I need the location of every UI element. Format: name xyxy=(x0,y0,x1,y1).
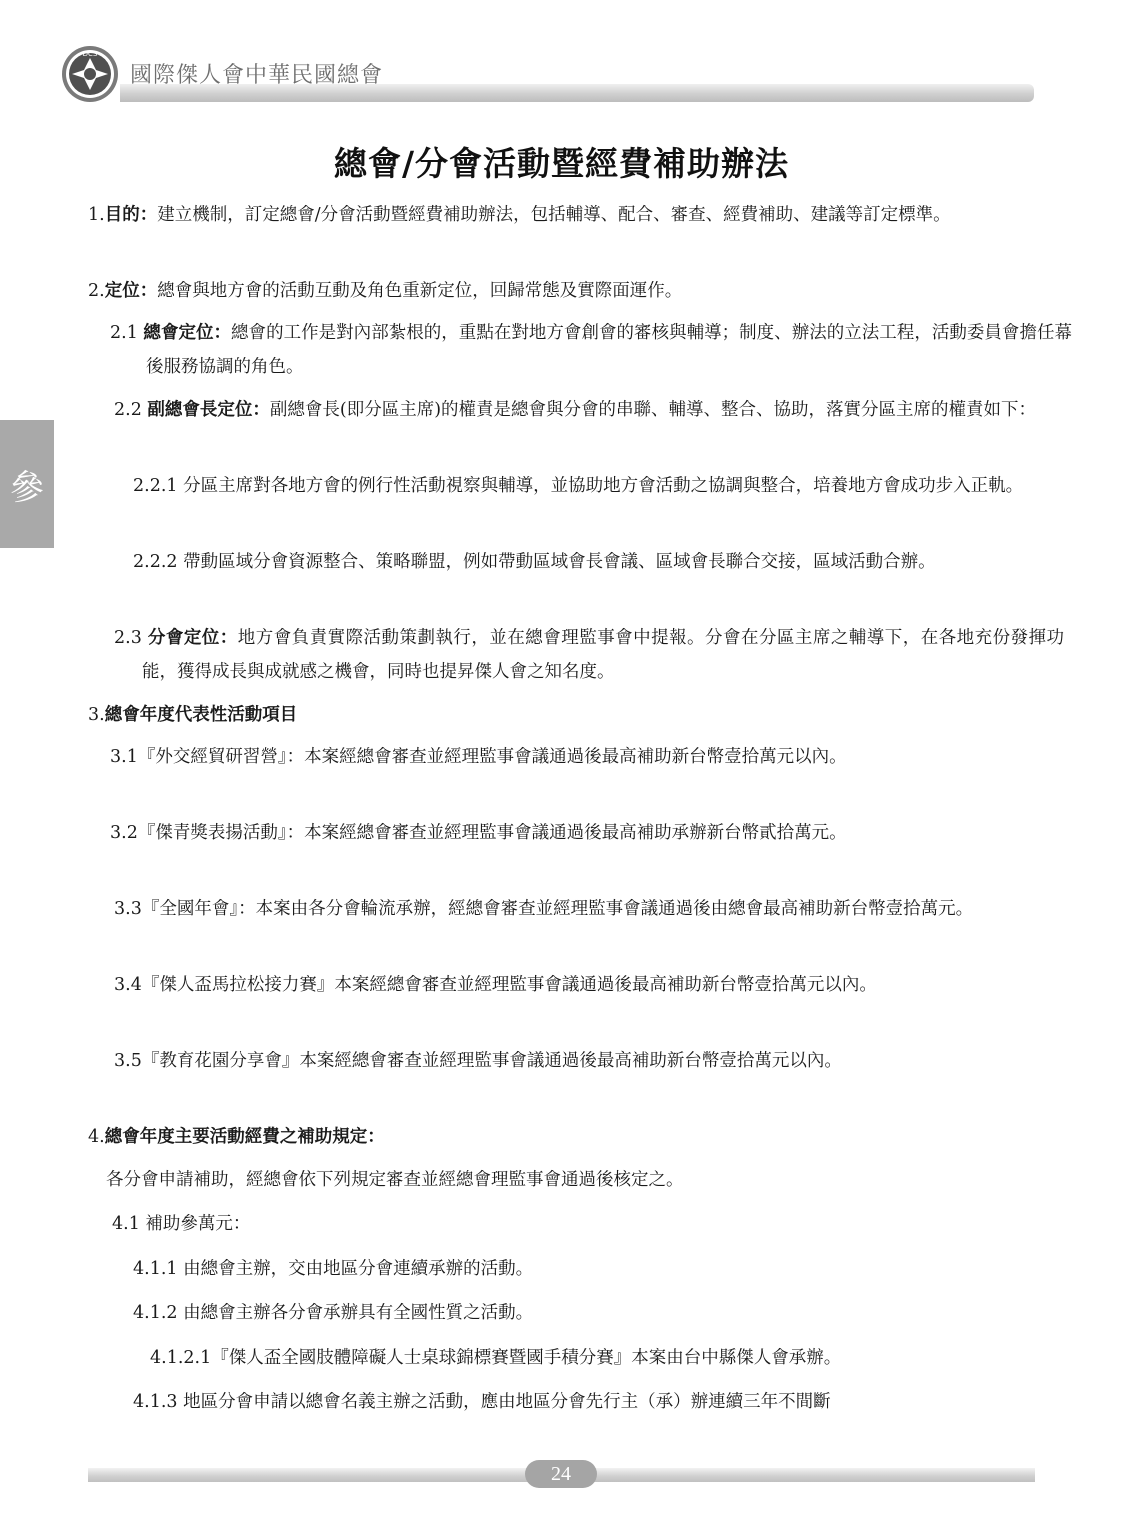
section-2-2-2: 2.2.2 帶動區域分會資源整合、策略聯盟，例如帶動區域會長會議、區域會長聯合交接，區域活動合辦。 xyxy=(133,552,936,572)
section-3-2: 3.2『傑青獎表揚活動』：本案經總會審查並經理監事會議通過後最高補助承辦新台幣貳拾萬元。 xyxy=(110,823,847,843)
section-2-3: 2.3 分會定位：地方會負責實際活動策劃執行，並在總會理監事會中提報。分會在分區主席之輔導下，在各地充份發揮功能，獲得成長與成就感之機會，同時也提昇傑人會之知名度。 xyxy=(114,628,1065,682)
section-4-1: 4.1 補助參萬元： xyxy=(112,1214,251,1234)
section-4-1-1: 4.1.1 由總會主辦，交由地區分會連續承辦的活動。 xyxy=(133,1259,534,1279)
section-2-2-1: 2.2.1 分區主席對各地方會的例行性活動視察與輔導，並協助地方會活動之協調與整合，培養地方會成功步入正軌。 xyxy=(133,476,1024,496)
section-heading: 總會年度代表性活動項目 xyxy=(104,705,298,725)
section-3-3: 3.3『全國年會』：本案由各分會輪流承辦，經總會審查並經理監事會議通過後由總會最高補助新台幣壹拾萬元。 xyxy=(114,899,974,919)
section-heading: 總會年度主要活動經費之補助規定： xyxy=(104,1127,385,1147)
section-heading: 目的： xyxy=(104,205,158,225)
logo-text: DCS xyxy=(82,50,98,58)
section-2: 2.定位：總會與地方會的活動互動及角色重新定位，回歸常態及實際面運作。 xyxy=(88,281,683,301)
section-4-intro: 各分會申請補助，經總會依下列規定審查並經總會理監事會通過後核定之。 xyxy=(106,1170,684,1190)
section-3-1: 3.1『外交經貿研習營』：本案經總會審查並經理監事會議通過後最高補助新台幣壹拾萬元以內。 xyxy=(110,747,847,767)
section-4: 4.總會年度主要活動經費之補助規定： xyxy=(88,1127,385,1147)
section-4-1-2-1: 4.1.2.1『傑人盃全國肢體障礙人士桌球錦標賽暨國手積分賽』本案由台中縣傑人會承辦。 xyxy=(150,1348,842,1368)
section-heading: 分會定位： xyxy=(147,628,238,648)
side-tab-label: 參 xyxy=(10,467,44,508)
org-name: 國際傑人會中華民國總會 xyxy=(130,63,384,88)
page-number: 24 xyxy=(551,1462,571,1485)
page-header xyxy=(60,44,1040,108)
page-number-badge xyxy=(525,1460,597,1488)
page-title: 總會/分會活動暨經費補助辦法 xyxy=(333,144,790,183)
section-1: 1.目的：建立機制，訂定總會/分會活動暨經費補助辦法，包括輔導、配合、審查、經費補助、建議等訂定標準。 xyxy=(88,205,951,225)
section-4-1-3: 4.1.3 地區分會申請以總會名義主辦之活動，應由地區分會先行主（承）辦連續三年不間斷 xyxy=(133,1392,831,1412)
section-3-5: 3.5『教育花園分享會』本案經總會審查並經理監事會議通過後最高補助新台幣壹拾萬元以內。 xyxy=(114,1051,842,1071)
section-heading: 副總會長定位： xyxy=(147,400,270,420)
section-3-4: 3.4『傑人盃馬拉松接力賽』本案經總會審查並經理監事會議通過後最高補助新台幣壹拾萬元以內。 xyxy=(114,975,877,995)
section-3: 3.總會年度代表性活動項目 xyxy=(88,705,298,725)
section-4-1-2: 4.1.2 由總會主辦各分會承辦具有全國性質之活動。 xyxy=(133,1303,534,1323)
section-heading: 總會定位： xyxy=(143,323,232,343)
side-tab xyxy=(0,420,54,548)
section-2-1: 2.1 總會定位：總會的工作是對內部紮根的，重點在對地方會創會的審核與輔導；制度、辦法的立法工程，活動委員會擔任幕後服務協調的角色。 xyxy=(110,323,1072,377)
logo xyxy=(60,44,120,104)
section-heading: 定位： xyxy=(104,281,158,301)
section-2-2: 2.2 副總會長定位：副總會長(即分區主席)的權責是總會與分會的串聯、輔導、整合、協助，落實分區主席的權責如下： xyxy=(114,400,1037,420)
